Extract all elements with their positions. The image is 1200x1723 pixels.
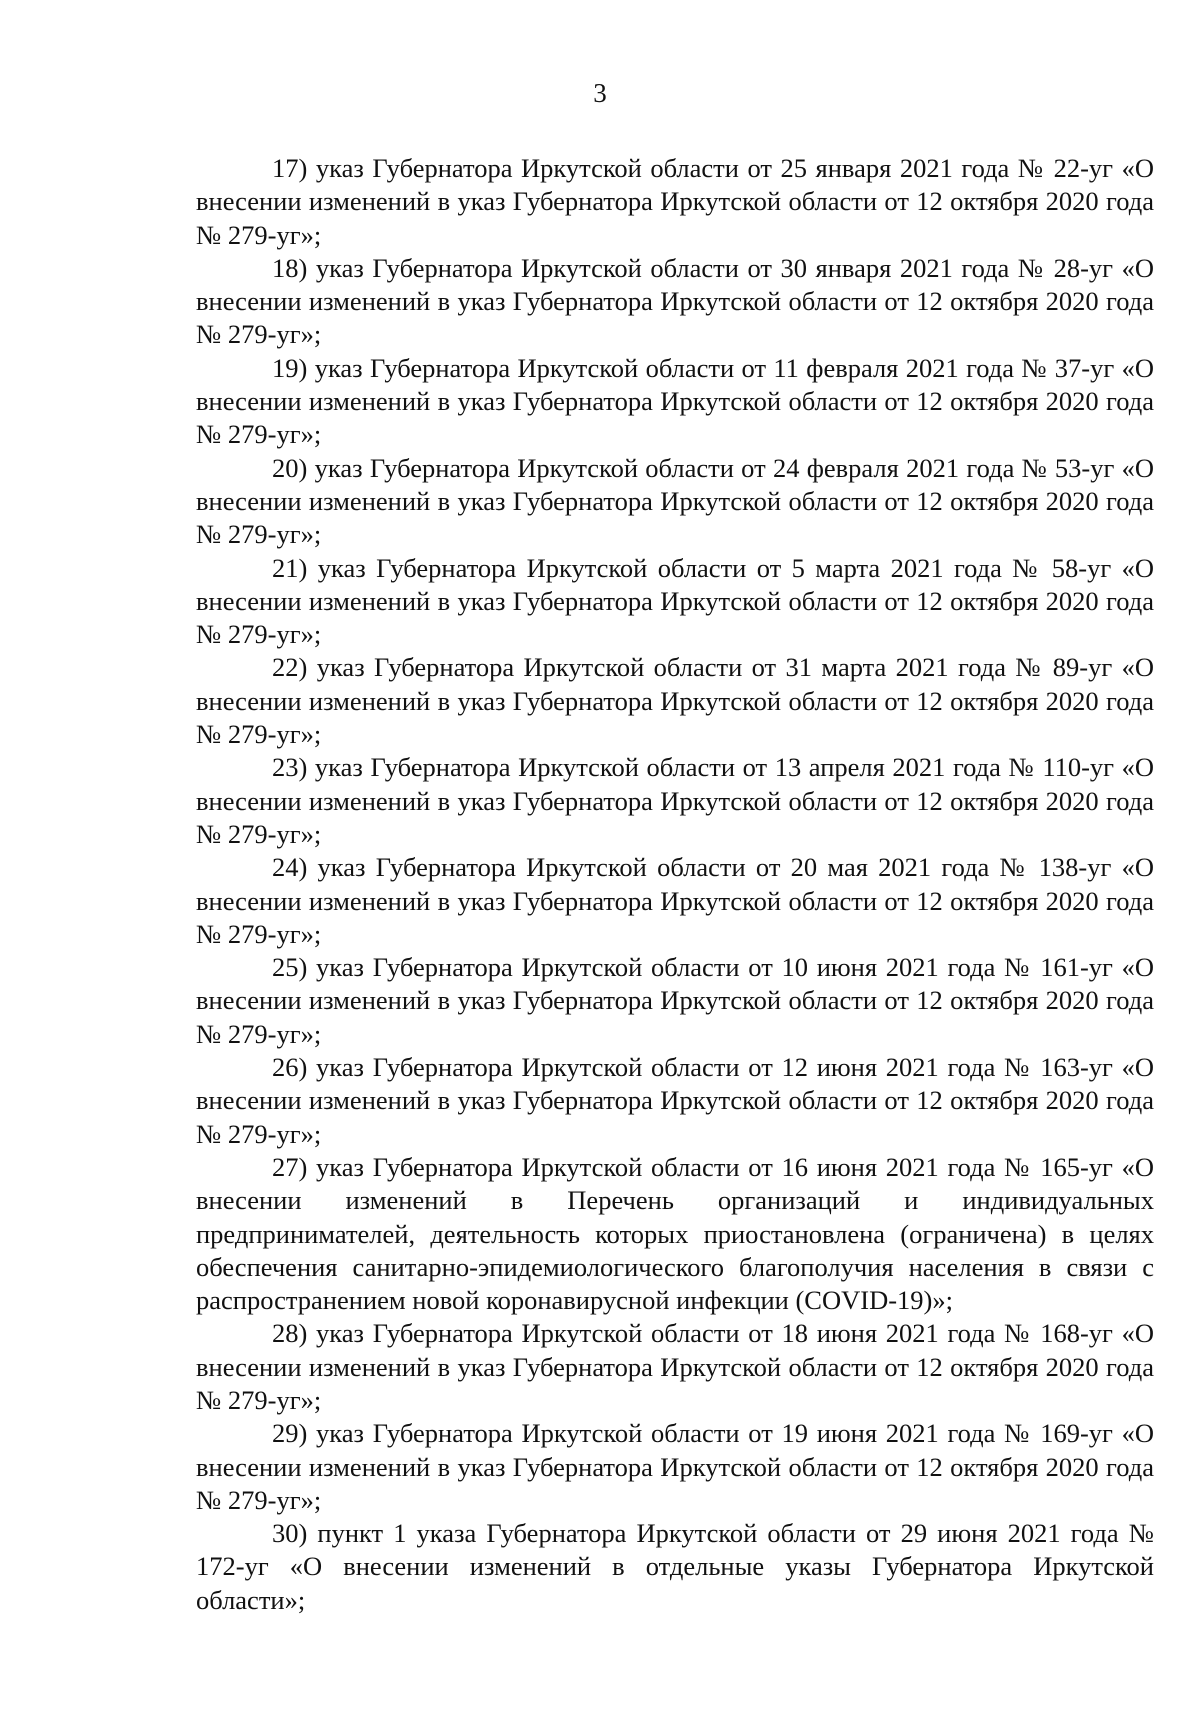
list-item: 28) указ Губернатора Иркутской области от 18 июня 2021 года № 168-уг «О внесении изменений в указ Губернатора Иркутской области от 12 октября 2020 года № 279-уг»;	[196, 1318, 1154, 1415]
list-item: 21) указ Губернатора Иркутской области от 5 марта 2021 года № 58-уг «О внесении изменений в указ Губернатора Иркутской области от 12 октября 2020 года № 279-уг»;	[196, 552, 1154, 650]
list-item: 27) указ Губернатора Иркутской области от 16 июня 2021 года № 165-уг «О внесении изменений в Перечень организаций и индивидуальных предпринимателей, деятельность которых приостановлена (ограничена) в целях обеспечения санитарно-эпидемиологического благополучия населения в связи с распространением новой коронавирусной инфекции (COVID-19)»;	[196, 1151, 1154, 1316]
document-body	[196, 152, 1154, 1617]
list-item: 19) указ Губернатора Иркутской области от 11 февраля 2021 года № 37-уг «О внесении изменений в указ Губернатора Иркутской области от 12 октября 2020 года № 279-уг»;	[196, 352, 1154, 450]
list-item: 26) указ Губернатора Иркутской области от 12 июня 2021 года № 163-уг «О внесении изменений в указ Губернатора Иркутской области от 12 октября 2020 года № 279-уг»;	[196, 1052, 1154, 1149]
list-item: 18) указ Губернатора Иркутской области от 30 января 2021 года № 28-уг «О внесении изменений в указ Губернатора Иркутской области от 12 октября 2020 года № 279-уг»;	[196, 252, 1154, 350]
list-item: 30) пункт 1 указа Губернатора Иркутской области от 29 июня 2021 года № 172-уг «О внесении изменений в отдельные указы Губернатора Иркутской области»;	[196, 1518, 1154, 1615]
list-item: 24) указ Губернатора Иркутской области от 20 мая 2021 года № 138-уг «О внесении изменений в указ Губернатора Иркутской области от 12 октября 2020 года № 279-уг»;	[196, 852, 1154, 949]
list-item: 23) указ Губернатора Иркутской области от 13 апреля 2021 года № 110-уг «О внесении изменений в указ Губернатора Иркутской области от 12 октября 2020 года № 279-уг»;	[196, 752, 1154, 849]
list-item: 17) указ Губернатора Иркутской области от 25 января 2021 года № 22-уг «О внесении изменений в указ Губернатора Иркутской области от 12 октября 2020 года № 279-уг»;	[196, 153, 1154, 250]
list-item: 29) указ Губернатора Иркутской области от 19 июня 2021 года № 169-уг «О внесении изменений в указ Губернатора Иркутской области от 12 октября 2020 года № 279-уг»;	[196, 1418, 1154, 1515]
list-item: 22) указ Губернатора Иркутской области от 31 марта 2021 года № 89-уг «О внесении изменений в указ Губернатора Иркутской области от 12 октября 2020 года № 279-уг»;	[196, 652, 1154, 750]
list-item: 25) указ Губернатора Иркутской области от 10 июня 2021 года № 161-уг «О внесении изменений в указ Губернатора Иркутской области от 12 октября 2020 года № 279-уг»;	[196, 952, 1154, 1049]
list-item: 20) указ Губернатора Иркутской области от 24 февраля 2021 года № 53-уг «О внесении изменений в указ Губернатора Иркутской области от 12 октября 2020 года № 279-уг»;	[196, 452, 1154, 550]
page-number: 3	[593, 78, 607, 108]
